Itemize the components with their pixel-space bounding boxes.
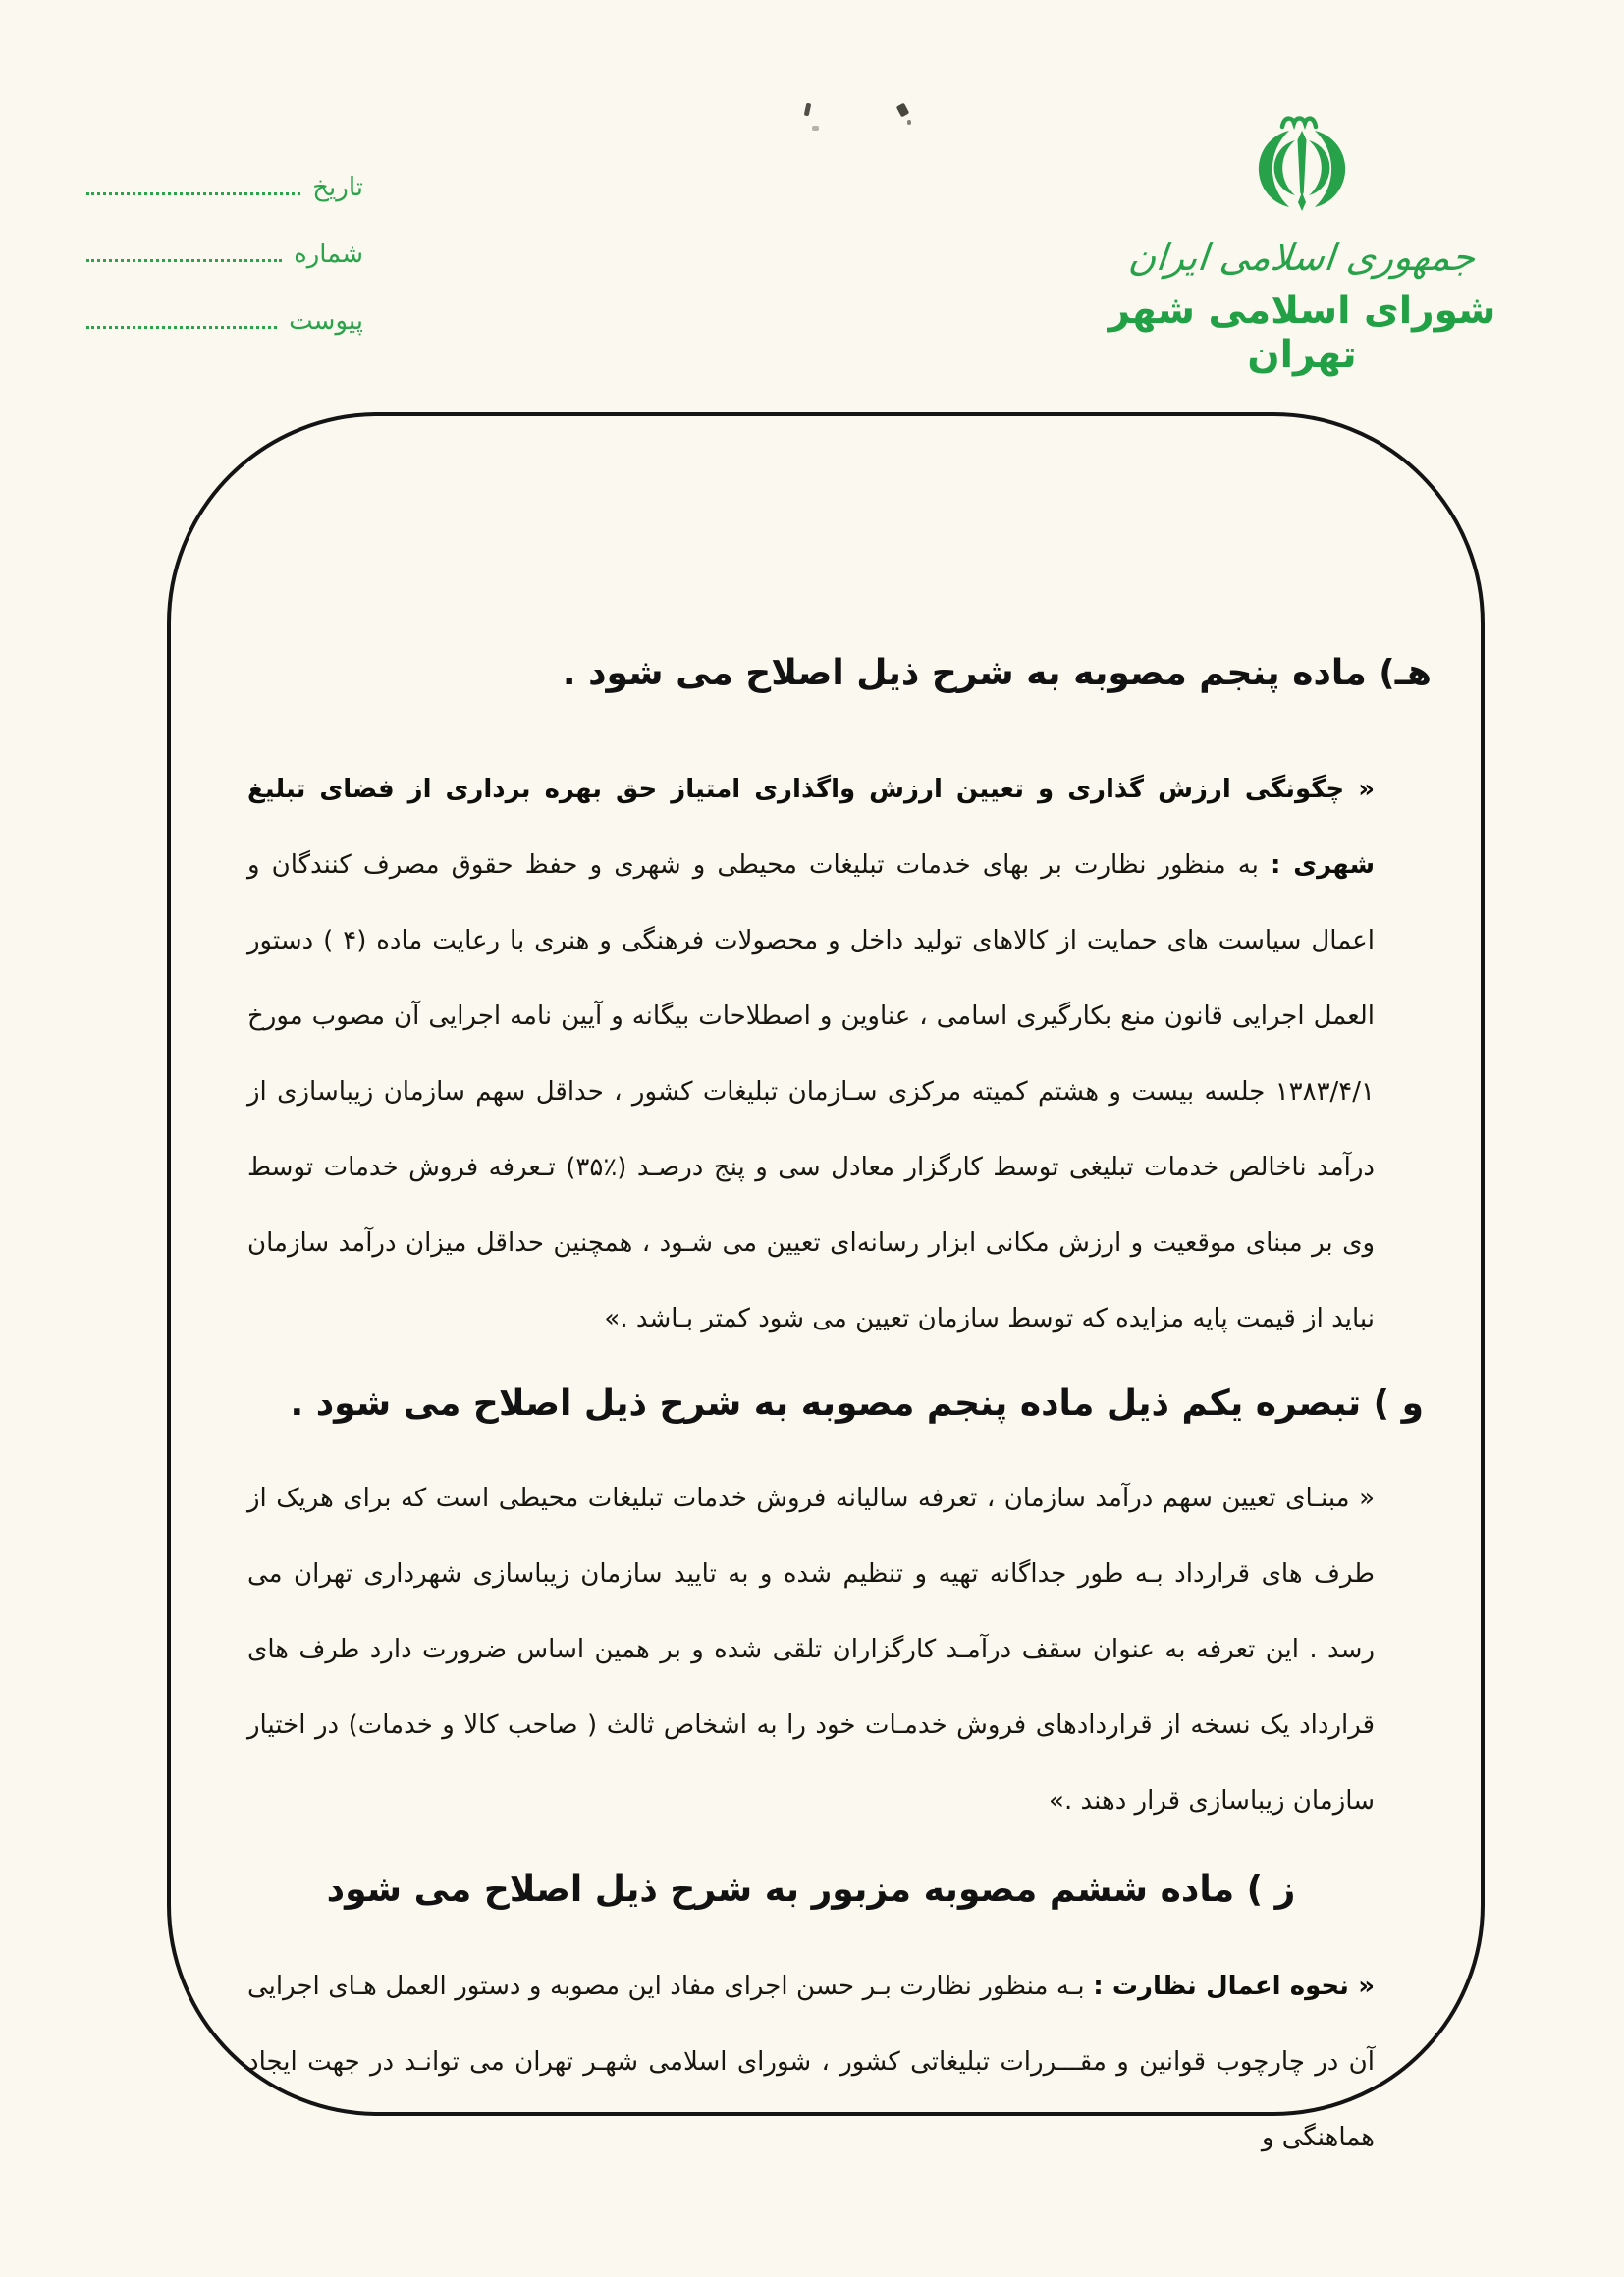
- republic-calligraphy: جمهوری اسلامی ایران: [1126, 236, 1478, 279]
- paragraph-text: بـه منظور نظارت بـر حسن اجرای مفاد این مصوبه و دستور العمل هـای اجرایی آن در چارچوب قوانین و مقـــررات تبلیغاتی کشور ، شورای اسلامی شهـر تهران می توانـد در جهت ایجاد هماهنگی و: [247, 1972, 1375, 2152]
- attachment-field-row: [86, 298, 363, 336]
- paragraph-lead-bold: « چگونگی ارزش گذاری و تعیین ارزش واگذاری امتیاز حق بهره برداری از فضای تبلیغ شهری :: [247, 775, 1376, 880]
- section-paragraph-note1: [247, 1461, 1375, 1839]
- paragraph-text: به منظور نظارت بر بهای خدمات تبلیغات محیطی و شهری و حفظ حقوق مصرف کنندگان و اعمال سیاست های حمایت از کالاهای تولید داخل و محصولات فرهنگی و هنری با رعایت ماده (۴ ) دستور العمل اجرایی قانون منع بکارگیری اسامی ، عناوین و اصطلاحات بیگانه و آیین نامه اجرایی آن مصوب مورخ ۱۳۸۳/۴/۱ جلسه بیست و هشتم کمیته مرکزی سـازمان تبلیغات کشور ، حداقل سهم سازمان زیباسازی از درآمد ناخالص خدمات تبلیغی توسط کارگزار معادل سی و پنج درصـد (٪۳۵) تـعرفه فروش خدمات توسط وی بر مبنای موقعیت و ارزش مکانی ابزار رسانه‌ای تعیین می شـود ، همچنین حداقل میزان درآمد سازمان نباید از قیمت پایه مزایده که توسط سازمان تعیین می شود کمتر بـاشد .»: [247, 850, 1376, 1333]
- scan-artifact: [896, 103, 910, 118]
- paragraph-lead-bold: « نحوه اعمال نظارت :: [1093, 1972, 1376, 2001]
- scan-artifact: [812, 126, 819, 131]
- number-field-row: [86, 232, 363, 269]
- date-field-row: [86, 165, 363, 202]
- organization-title: شورای اسلامی شهر تهران: [1108, 289, 1496, 377]
- reference-fields: [86, 165, 363, 365]
- scan-artifact: [907, 120, 911, 125]
- paragraph-text: « مبنـای تعیین سهم درآمد سازمان ، تعرفه سالیانه فروش خدمات تبلیغات محیطی است که برای هریک از طرف های قرارداد بـه طور جداگانه تهیه و تنظیم شده و به تایید سازمان زیباسازی شهرداری تهران می رسد . این تعرفه به عنوان سقف درآمـد کارگزاران تلقی شده و بر همین اساس ضرورت دارد طرف های قرارداد یک نسخه از قراردادهای فروش خدمـات خود را به اشخاص ثالث ( صاحب کالا و خدمات) در اختیار سازمان زیباسازی قرار دهند .»: [247, 1484, 1375, 1816]
- scan-artifact: [804, 103, 812, 117]
- attachment-field-label: پیوست: [289, 306, 363, 336]
- content-frame: [167, 412, 1485, 2152]
- attachment-dotted-line: [86, 326, 277, 329]
- iran-emblem-icon: [1238, 110, 1366, 232]
- section-paragraph-article6: [247, 1949, 1375, 2176]
- section-heading-article6: ز ) ماده ششم مصوبه مزبور به شرح ذیل اصلاح می شود: [326, 1870, 1296, 1910]
- section-heading-article5: هـ) ماده پنجم مصوبه به شرح ذیل اصلاح می شود .: [562, 653, 1432, 693]
- section-paragraph-article5: [247, 752, 1375, 1357]
- date-dotted-line: [86, 192, 300, 195]
- section-heading-note1: و ) تبصره یکم ذیل ماده پنجم مصوبه به شرح ذیل اصلاح می شود .: [290, 1383, 1424, 1424]
- letterhead: [1106, 110, 1498, 377]
- date-field-label: تاریخ: [312, 173, 363, 202]
- number-field-label: شماره: [294, 240, 363, 269]
- number-dotted-line: [86, 259, 282, 262]
